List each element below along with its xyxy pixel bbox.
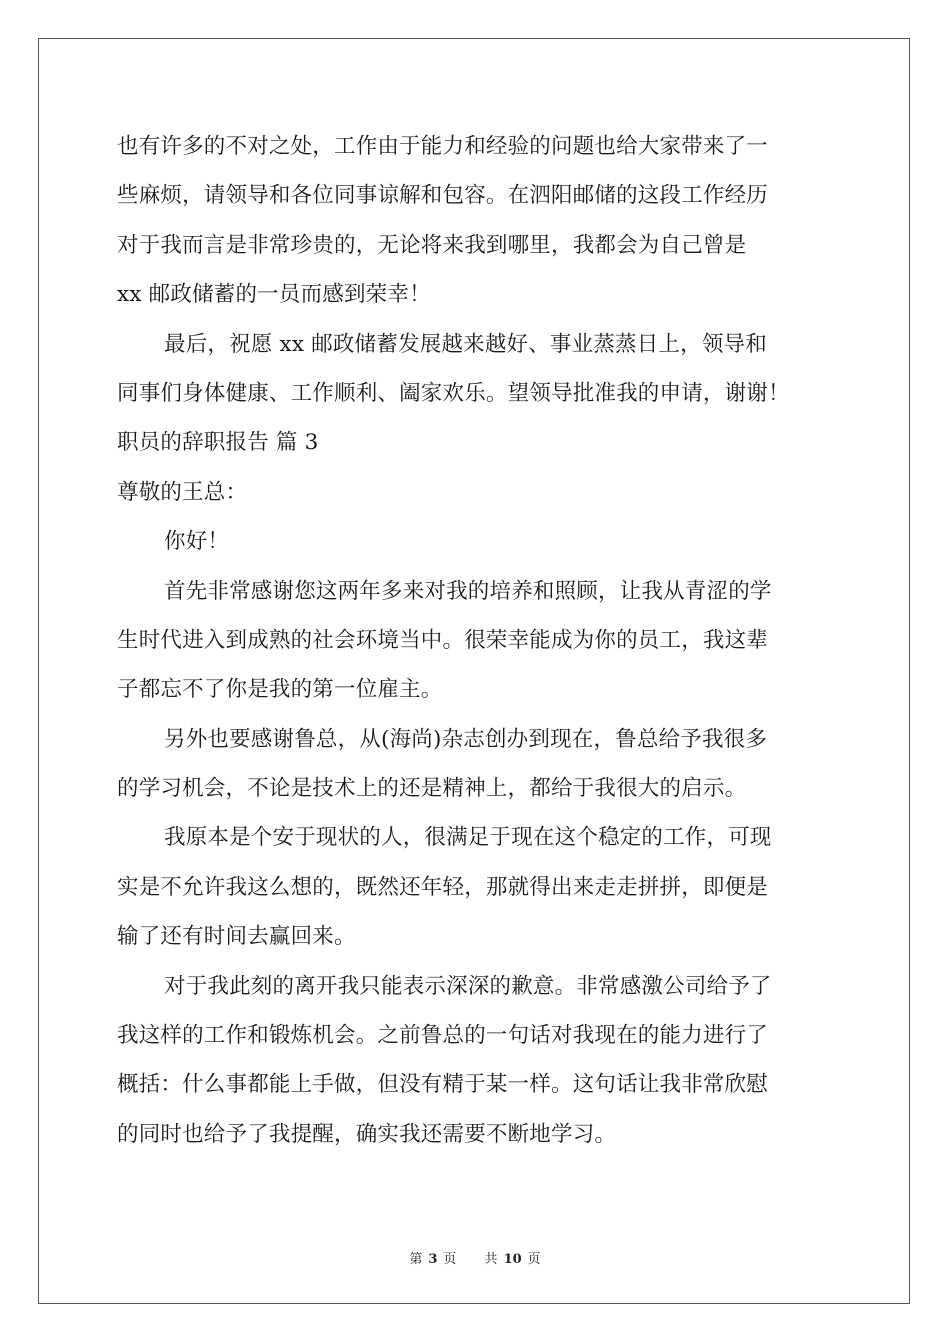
text-line: 我这样的工作和锻炼机会。之前鲁总的一句话对我现在的能力进行了	[117, 1023, 769, 1049]
text-line: 的学习机会，不论是技术上的还是精神上，都给于我很大的启示。	[117, 776, 747, 802]
text-line: 也有许多的不对之处，工作由于能力和经验的问题也给大家带来了一	[117, 134, 769, 159]
page-prefix: 第	[409, 1252, 423, 1267]
text-line: 另外也要感谢鲁总，从(海尚)杂志创办到现在，鲁总给予我很多	[164, 726, 768, 752]
document-body	[117, 122, 833, 1159]
text-line: 概括：什么事都能上手做，但没有精于某一样。这句话让我非常欣慰	[117, 1072, 769, 1098]
total-prefix: 共	[484, 1252, 498, 1267]
total-pages-indicator	[479, 1252, 547, 1267]
text-line: 的同时也给予了我提醒，确实我还需要不断地学习。	[117, 1121, 617, 1147]
total-pages-number: 10	[503, 1252, 522, 1267]
text-line: 对于我而言是非常珍贵的，无论将来我到哪里，我都会为自己曾是	[117, 232, 747, 258]
current-page-indicator	[403, 1252, 462, 1267]
text-line: xx 邮政储蓄的一员而感到荣幸！	[117, 282, 431, 308]
text-line: 生时代进入到成熟的社会环境当中。很荣幸能成为你的员工，我这辈	[117, 627, 769, 653]
page-suffix: 页	[443, 1252, 457, 1267]
page-footer	[0, 1248, 950, 1267]
text-line: 实是不允许我这么想的，既然还年轻，那就得出来走走拼拼，即便是	[117, 874, 769, 900]
text-line: 你好！	[164, 529, 230, 555]
current-page-number: 3	[428, 1252, 438, 1267]
text-line: 些麻烦，请领导和各位同事谅解和包容。在泗阳邮储的这段工作经历	[117, 183, 769, 209]
text-line: 最后，祝愿 xx 邮政储蓄发展越来越好、事业蒸蒸日上，领导和	[164, 331, 767, 357]
text-line: 子都忘不了你是我的第一位雇主。	[117, 677, 443, 703]
text-line: 尊敬的王总：	[117, 479, 248, 505]
text-line: 职员的辞职报告 篇 3	[117, 430, 319, 456]
text-line: 同事们身体健康、工作顺利、阖家欢乐。望领导批准我的申请，谢谢！	[117, 380, 790, 406]
text-line: 我原本是个安于现状的人，很满足于现在这个稳定的工作，可现	[164, 825, 772, 851]
total-suffix: 页	[527, 1252, 541, 1267]
text-line: 首先非常感谢您这两年多来对我的培养和照顾，让我从青涩的学	[164, 578, 772, 604]
text-line: 输了还有时间去赢回来。	[117, 924, 356, 950]
text-line: 对于我此刻的离开我只能表示深深的歉意。非常感激公司给予了	[164, 973, 772, 999]
